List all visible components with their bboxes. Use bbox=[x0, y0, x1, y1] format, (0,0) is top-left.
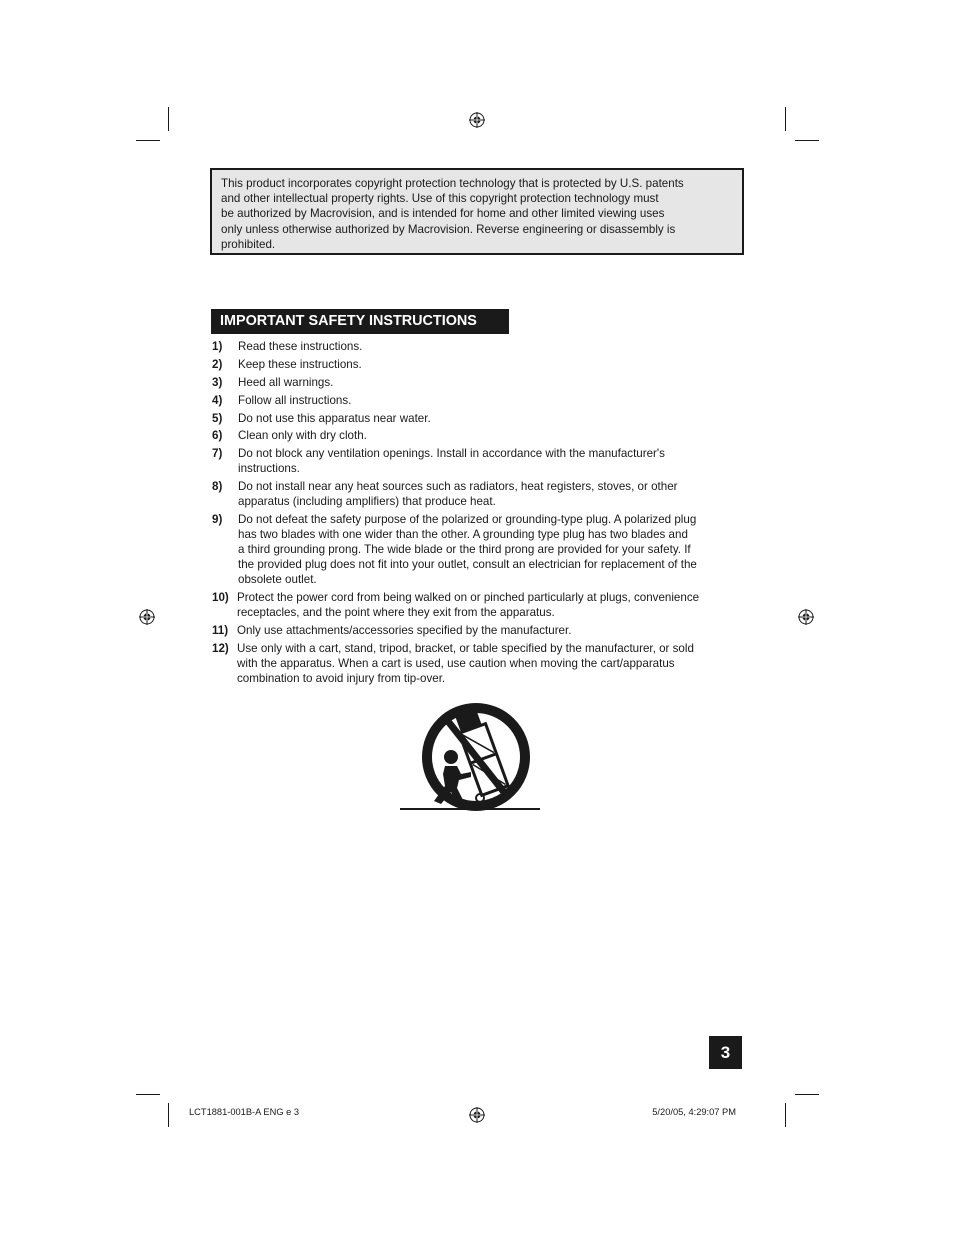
item-number: 7) bbox=[212, 447, 223, 461]
item-line: Read these instructions. bbox=[238, 340, 363, 353]
item-number: 6) bbox=[212, 429, 223, 443]
crop-mark-bottom-left-v bbox=[168, 1103, 169, 1127]
notice-line: and other intellectual property rights. Use of this copyright protection technology must bbox=[221, 192, 659, 206]
list-item bbox=[212, 393, 744, 408]
crop-mark-top-right-h bbox=[795, 140, 819, 141]
item-line: instructions. bbox=[238, 462, 300, 476]
item-number: 2) bbox=[212, 357, 223, 371]
crop-mark-bottom-right-v bbox=[785, 1103, 786, 1127]
item-number: 8) bbox=[212, 480, 223, 494]
item-line: Protect the power cord from being walked on or pinched particularly at plugs, convenience bbox=[237, 591, 700, 605]
item-line: Keep these instructions. bbox=[238, 357, 362, 371]
item-line: Clean only with dry cloth. bbox=[238, 429, 367, 443]
list-item bbox=[212, 375, 744, 390]
list-item bbox=[212, 590, 744, 620]
item-line: receptacles, and the point where they exit from the apparatus. bbox=[237, 606, 555, 620]
item-number: 12) bbox=[212, 641, 229, 655]
registration-mark-icon bbox=[139, 609, 155, 625]
item-line: combination to avoid injury from tip-over. bbox=[237, 671, 446, 685]
registration-mark-icon bbox=[798, 609, 814, 625]
list-item bbox=[212, 641, 744, 686]
item-line: the provided plug does not fit into your outlet, consult an electrician for replacement of the bbox=[238, 558, 697, 572]
crop-mark-bottom-left-h bbox=[136, 1094, 160, 1095]
item-number: 4) bbox=[212, 393, 223, 407]
item-line: Do not install near any heat sources such as radiators, heat registers, stoves, or other bbox=[238, 480, 678, 494]
item-number: 3) bbox=[212, 375, 223, 389]
list-item bbox=[212, 339, 744, 354]
list-item bbox=[212, 357, 744, 372]
item-number: 10) bbox=[212, 591, 229, 605]
item-line: Use only with a cart, stand, tripod, bracket, or table specified by the manufacturer, or sold bbox=[237, 641, 694, 655]
item-number: 11) bbox=[212, 623, 229, 637]
item-line: obsolete outlet. bbox=[238, 573, 317, 587]
crop-mark-top-left-v bbox=[168, 107, 169, 131]
registration-mark-icon bbox=[469, 1107, 485, 1123]
notice-line: only unless otherwise authorized by Macrovision. Reverse engineering or disassembly is bbox=[221, 222, 676, 236]
item-line: Follow all instructions. bbox=[238, 393, 352, 407]
item-line: apparatus (including amplifiers) that produce heat. bbox=[238, 495, 496, 509]
item-number: 1) bbox=[212, 340, 223, 353]
page-number: 3 bbox=[709, 1036, 742, 1069]
item-line: Do not defeat the safety purpose of the polarized or grounding-type plug. A polarized plug bbox=[238, 513, 697, 527]
item-line: has two blades with one wider than the other. A grounding type plug has two blades and bbox=[238, 528, 688, 542]
notice-line: This product incorporates copyright protection technology that is protected by U.S. patents bbox=[221, 177, 684, 190]
list-item bbox=[212, 623, 744, 638]
crop-mark-top-left-h bbox=[136, 140, 160, 141]
item-line: Only use attachments/accessories specified by the manufacturer. bbox=[237, 623, 572, 637]
list-item bbox=[212, 479, 744, 509]
item-line: Do not block any ventilation openings. Install in accordance with the manufacturer's bbox=[238, 447, 665, 461]
list-item bbox=[212, 512, 744, 587]
item-line: a third grounding prong. The wide blade or the third prong are provided for your safety. If bbox=[238, 543, 691, 557]
list-item bbox=[212, 446, 744, 476]
item-line: Do not use this apparatus near water. bbox=[238, 411, 431, 425]
item-number: 5) bbox=[212, 411, 223, 425]
item-line: with the apparatus. When a cart is used, use caution when moving the cart/apparatus bbox=[237, 656, 675, 670]
item-line: Heed all warnings. bbox=[238, 375, 334, 389]
notice-line: prohibited. bbox=[221, 237, 276, 251]
footer-left: LCT1881-001B-A ENG e 3 bbox=[189, 1107, 300, 1117]
safety-instructions-heading: IMPORTANT SAFETY INSTRUCTIONS bbox=[211, 309, 509, 334]
footer-right: 5/20/05, 4:29:07 PM bbox=[652, 1107, 736, 1117]
crop-mark-top-right-v bbox=[785, 107, 786, 131]
list-item bbox=[212, 428, 744, 443]
item-number: 9) bbox=[212, 513, 223, 527]
cart-tip-over-warning-icon bbox=[399, 700, 541, 814]
registration-mark-icon bbox=[469, 112, 485, 128]
list-item bbox=[212, 411, 744, 426]
safety-instructions-list bbox=[212, 339, 744, 689]
copyright-notice-box bbox=[210, 168, 744, 255]
notice-line: be authorized by Macrovision, and is intended for home and other limited viewing uses bbox=[221, 207, 665, 221]
crop-mark-bottom-right-h bbox=[795, 1094, 819, 1095]
